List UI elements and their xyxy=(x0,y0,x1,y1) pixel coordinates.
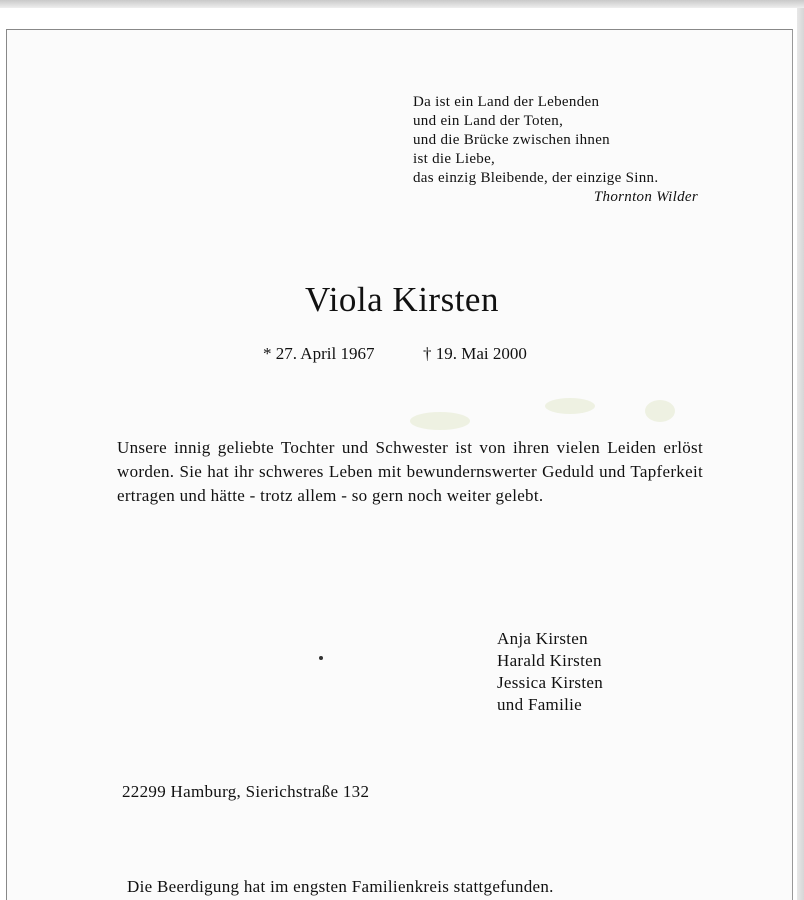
quote-line: und ein Land der Toten, xyxy=(413,113,564,129)
mourner-name: und Familie xyxy=(497,695,582,714)
scan-right-edge xyxy=(797,8,804,900)
quote-line: ist die Liebe, xyxy=(413,151,496,167)
mourner-name: Jessica Kirsten xyxy=(497,673,604,692)
quote-line: und die Brücke zwischen ihnen xyxy=(413,132,610,148)
funeral-note: Die Beerdigung hat im engsten Familienkreis stattgefunden. xyxy=(127,877,554,896)
paper-smudge xyxy=(410,412,470,430)
death-date: † 19. Mai 2000 xyxy=(423,344,527,363)
obituary-message: Unsere innig geliebte Tochter und Schwester ist von ihren vielen Leiden erlöst worden. Sie hat ihr schweres Leben mit bewundernswerter Geduld und Tapferkeit ertragen und hätte - trotz allem - so gern noch weiter gelebt. xyxy=(117,438,703,505)
mourner-name: Harald Kirsten xyxy=(497,651,602,670)
mourners-list xyxy=(497,628,603,716)
quote-line: das einzig Bleibende, der einzige Sinn. xyxy=(413,170,659,186)
paper-smudge xyxy=(545,398,595,414)
birth-date: * 27. April 1967 xyxy=(263,344,375,363)
mourner-name: Anja Kirsten xyxy=(497,629,588,648)
quote-line: Da ist ein Land der Lebenden xyxy=(413,94,600,110)
epigraph-quote xyxy=(413,93,708,207)
paper-smudge xyxy=(645,400,675,422)
family-address: 22299 Hamburg, Sierichstraße 132 xyxy=(122,782,370,801)
ink-speck xyxy=(319,656,323,660)
deceased-name: Viola Kirsten xyxy=(305,280,499,319)
scan-top-edge xyxy=(0,0,804,8)
quote-author: Thornton Wilder xyxy=(593,189,698,205)
